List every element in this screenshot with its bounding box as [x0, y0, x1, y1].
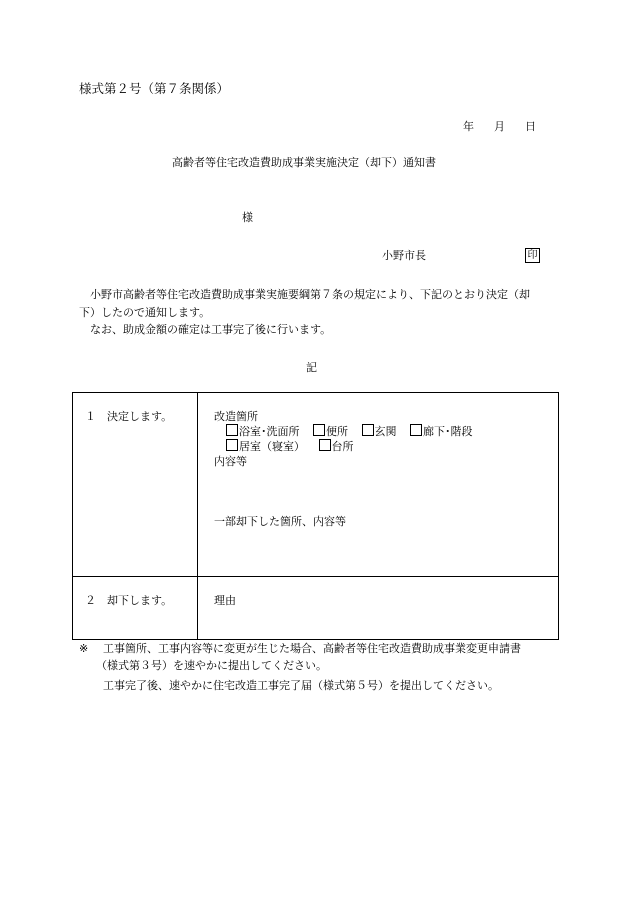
note-mark: ※ [79, 642, 89, 655]
option-bath: 浴室･洗面所 [239, 425, 300, 438]
table-row-rejection [73, 577, 559, 640]
decision-table [72, 392, 559, 640]
partial-rejection-title: 一部却下した箇所、内容等 [214, 515, 346, 528]
ki-heading: 記 [306, 361, 317, 374]
checkbox-toilet[interactable] [313, 424, 325, 436]
date-month: 月 [494, 120, 505, 133]
option-room: 居室（寝室） [239, 440, 305, 453]
option-kitchen: 台所 [331, 440, 354, 453]
seal-box: 印 [525, 248, 540, 263]
decision-label-cell [73, 393, 198, 577]
option-hallway: 廊下･階段 [423, 425, 473, 438]
checkbox-bath[interactable] [226, 424, 238, 436]
checkbox-kitchen[interactable] [319, 439, 331, 451]
checkbox-room[interactable] [226, 439, 238, 451]
checkbox-entrance[interactable] [362, 424, 374, 436]
date-day: 日 [525, 120, 536, 133]
decision-detail-cell [198, 393, 559, 577]
reason-title: 理由 [214, 594, 236, 607]
note-line-3: 工事完了後、速やかに住宅改造工事完了届（様式第５号）を提出してください。 [103, 679, 499, 692]
rejection-label-cell [73, 577, 198, 640]
date-year: 年 [463, 120, 474, 133]
option-toilet: 便所 [326, 425, 348, 438]
seal-mark [525, 248, 540, 263]
place-title: 改造箇所 [214, 410, 258, 423]
addressee-suffix: 様 [242, 211, 253, 224]
date-line [463, 120, 536, 134]
body-line-3: なお、助成金額の確定は工事完了後に行います。 [90, 323, 332, 336]
rejection-detail-cell [198, 577, 559, 640]
rejection-label: ２ 却下します。 [85, 594, 173, 607]
note-line-1: 工事箇所、工事内容等に変更が生じた場合、高齢者等住宅改造費助成事業変更申請書 [103, 642, 521, 655]
place-options-line-2 [214, 439, 558, 454]
form-number: 様式第２号（第７条関係） [79, 81, 230, 96]
decision-label: １ 決定します。 [85, 410, 173, 423]
body-line-1: 小野市高齢者等住宅改造費助成事業実施要綱第７条の規定により、下記のとおり決定（却 [90, 288, 530, 301]
place-options-line-1 [214, 424, 558, 439]
checkbox-hallway[interactable] [410, 424, 422, 436]
table-row-decision [73, 393, 559, 577]
note-line-2: （様式第３号）を速やかに提出してください。 [96, 659, 327, 672]
content-title: 内容等 [214, 455, 247, 468]
issuer-name: 小野市長 [382, 249, 426, 262]
document-title: 高齢者等住宅改造費助成事業実施決定（却下）通知書 [172, 156, 436, 169]
option-entrance: 玄関 [374, 425, 397, 438]
body-line-2: 下）したので通知します。 [79, 306, 211, 319]
